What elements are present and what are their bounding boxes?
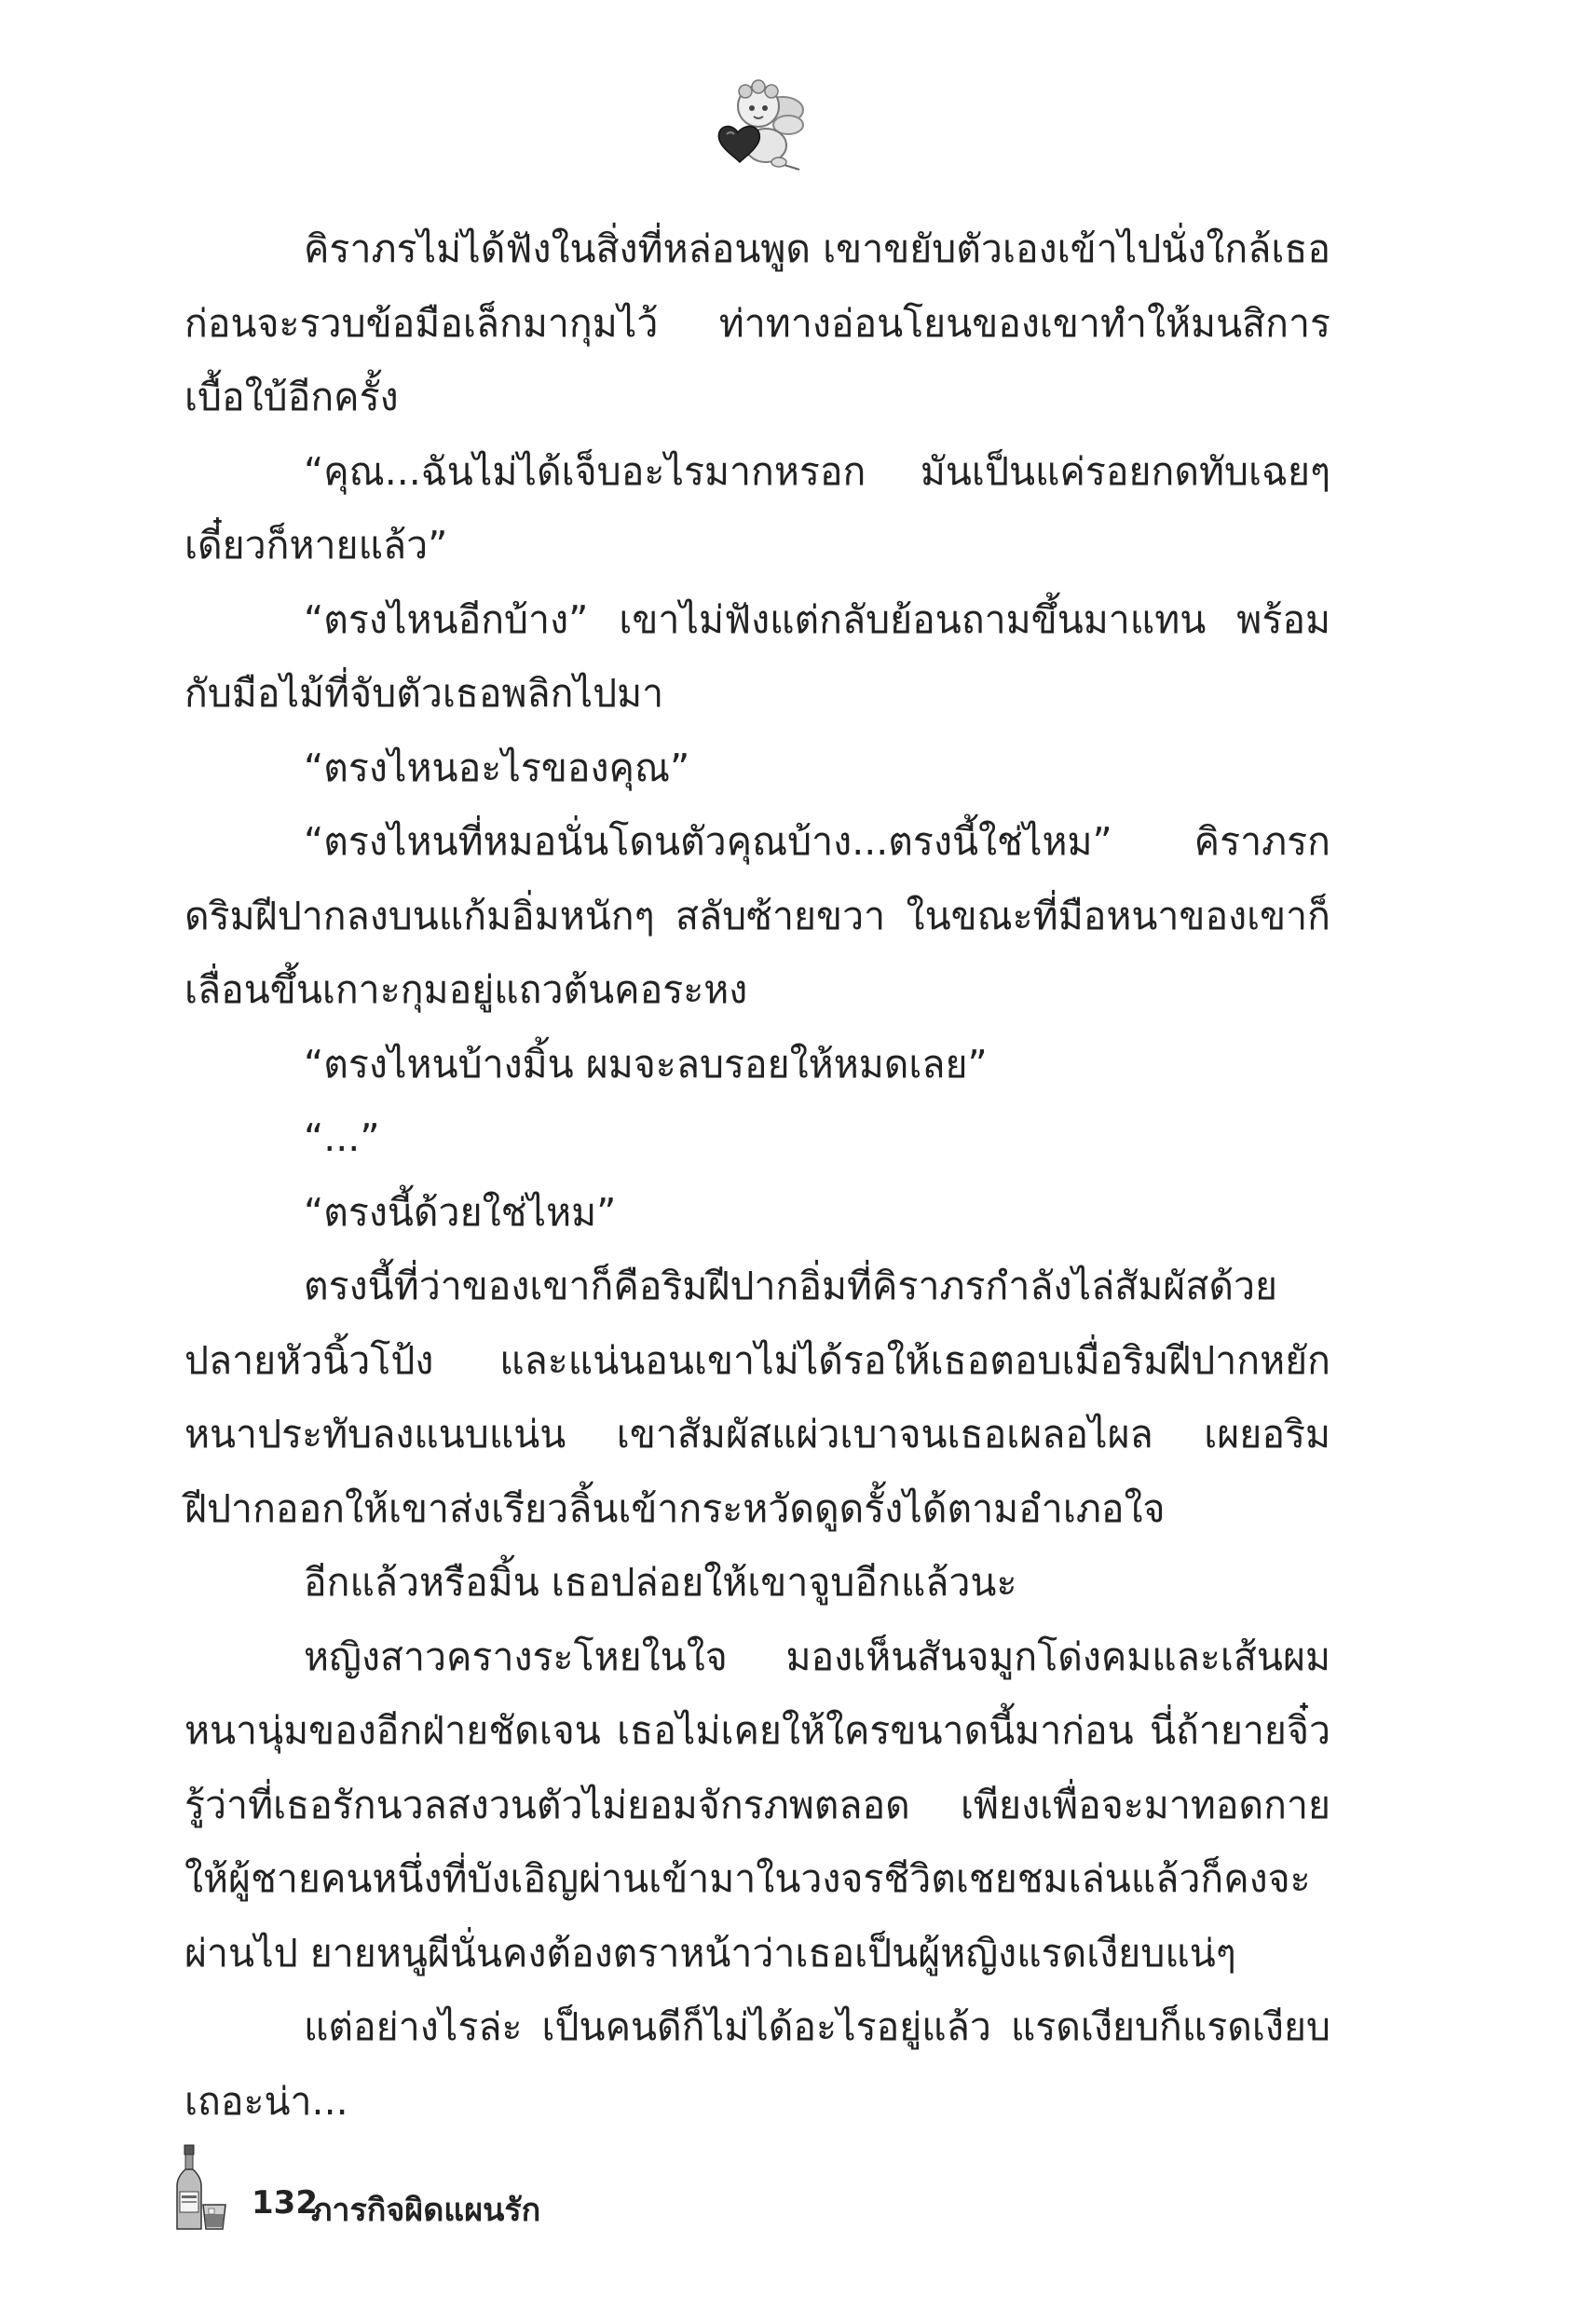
book-title: ภารกิจผิดแผนรัก [311, 2192, 541, 2229]
paragraph: ตรงนี้ที่ว่าของเขาก็คือริมฝีปากอิ่มที่คิราภรกำลังไล่สัมผัสด้วยปลายหัวนิ้วโป้ง และแน่นอนเขาไม่ได้รอให้เธอตอบเมื่อริมฝีปากหยักหนาประทับลงแนบแน่น เขาสัมผัสแผ่วเบาจนเธอเผลอไผล เผยอริมฝีปากออกให้เขาส่งเรียวลิ้นเข้ากระหวัดดูดรั้งได้ตามอำเภอใจ [184, 1264, 1330, 1531]
page-number: 132 [252, 2184, 318, 2222]
paragraph: “คุณ...ฉันไม่ได้เจ็บอะไรมากหรอก มันเป็นแค่รอยกดทับเฉยๆ เดี๋ยวก็หายแล้ว” [184, 448, 1330, 567]
paragraph: แต่อย่างไรล่ะ เป็นคนดีก็ไม่ได้อะไรอยู่แล้ว แรดเงียบก็แรดเงียบเถอะน่า... [184, 2004, 1330, 2124]
paragraph: “ตรงไหนอะไรของคุณ” [304, 745, 690, 790]
bottle-glass-icon [171, 2143, 231, 2233]
paragraph: อีกแล้วหรือมิ้น เธอปล่อยให้เขาจูบอีกแล้วนะ [304, 1560, 1017, 1605]
body-text [184, 212, 1330, 2139]
paragraph: หญิงสาวครางระโหยในใจ มองเห็นสันจมูกโด่งคมและเส้นผมหนานุ่มของอีกฝ่ายชัดเจน เธอไม่เคยให้ใครขนาดนี้มาก่อน นี่ถ้ายายจิ๋วรู้ว่าที่เธอรักนวลสงวนตัวไม่ยอมจักรภพตลอด เพียงเพื่อจะมาทอดกายให้ผู้ชายคนหนึ่งที่บังเอิญผ่านเข้ามาในวงจรชีวิตเชยชมเล่นแล้วก็คงจะผ่านไป ยายหนูผีนั่นคงต้องตราหน้าว่าเธอเป็นผู้หญิงแรดเงียบแน่ๆ [184, 1634, 1330, 1976]
paragraph: คิราภรไม่ได้ฟังในสิ่งที่หล่อนพูด เขาขยับตัวเองเข้าไปนั่งใกล้เธอ ก่อนจะรวบข้อมือเล็กมากุมไว้ ท่าทางอ่อนโยนของเขาทำให้มนสิการเบื้อใบ้อีกครั้ง [184, 226, 1330, 419]
paragraph: “ตรงไหนที่หมอนั่นโดนตัวคุณบ้าง...ตรงนี้ใช่ไหม” คิราภรกดริมฝีปากลงบนแก้มอิ่มหนักๆ สลับซ้ายขวา ในขณะที่มือหนาของเขาก็เลื่อนขึ้นเกาะกุมอยู่แถวต้นคอระหง [184, 819, 1330, 1012]
paragraph: “ตรงไหนอีกบ้าง” เขาไม่ฟังแต่กลับย้อนถามขึ้นมาแทน พร้อมกับมือไม้ที่จับตัวเธอพลิกไปมา [184, 596, 1330, 716]
page-footer [171, 2143, 824, 2236]
paragraph: “ตรงไหนบ้างมิ้น ผมจะลบรอยให้หมดเลย” [304, 1041, 988, 1087]
paragraph: “...” [304, 1115, 380, 1160]
paragraph: “ตรงนี้ด้วยใช่ไหม” [304, 1189, 617, 1235]
cupid-heart-icon [710, 73, 812, 175]
